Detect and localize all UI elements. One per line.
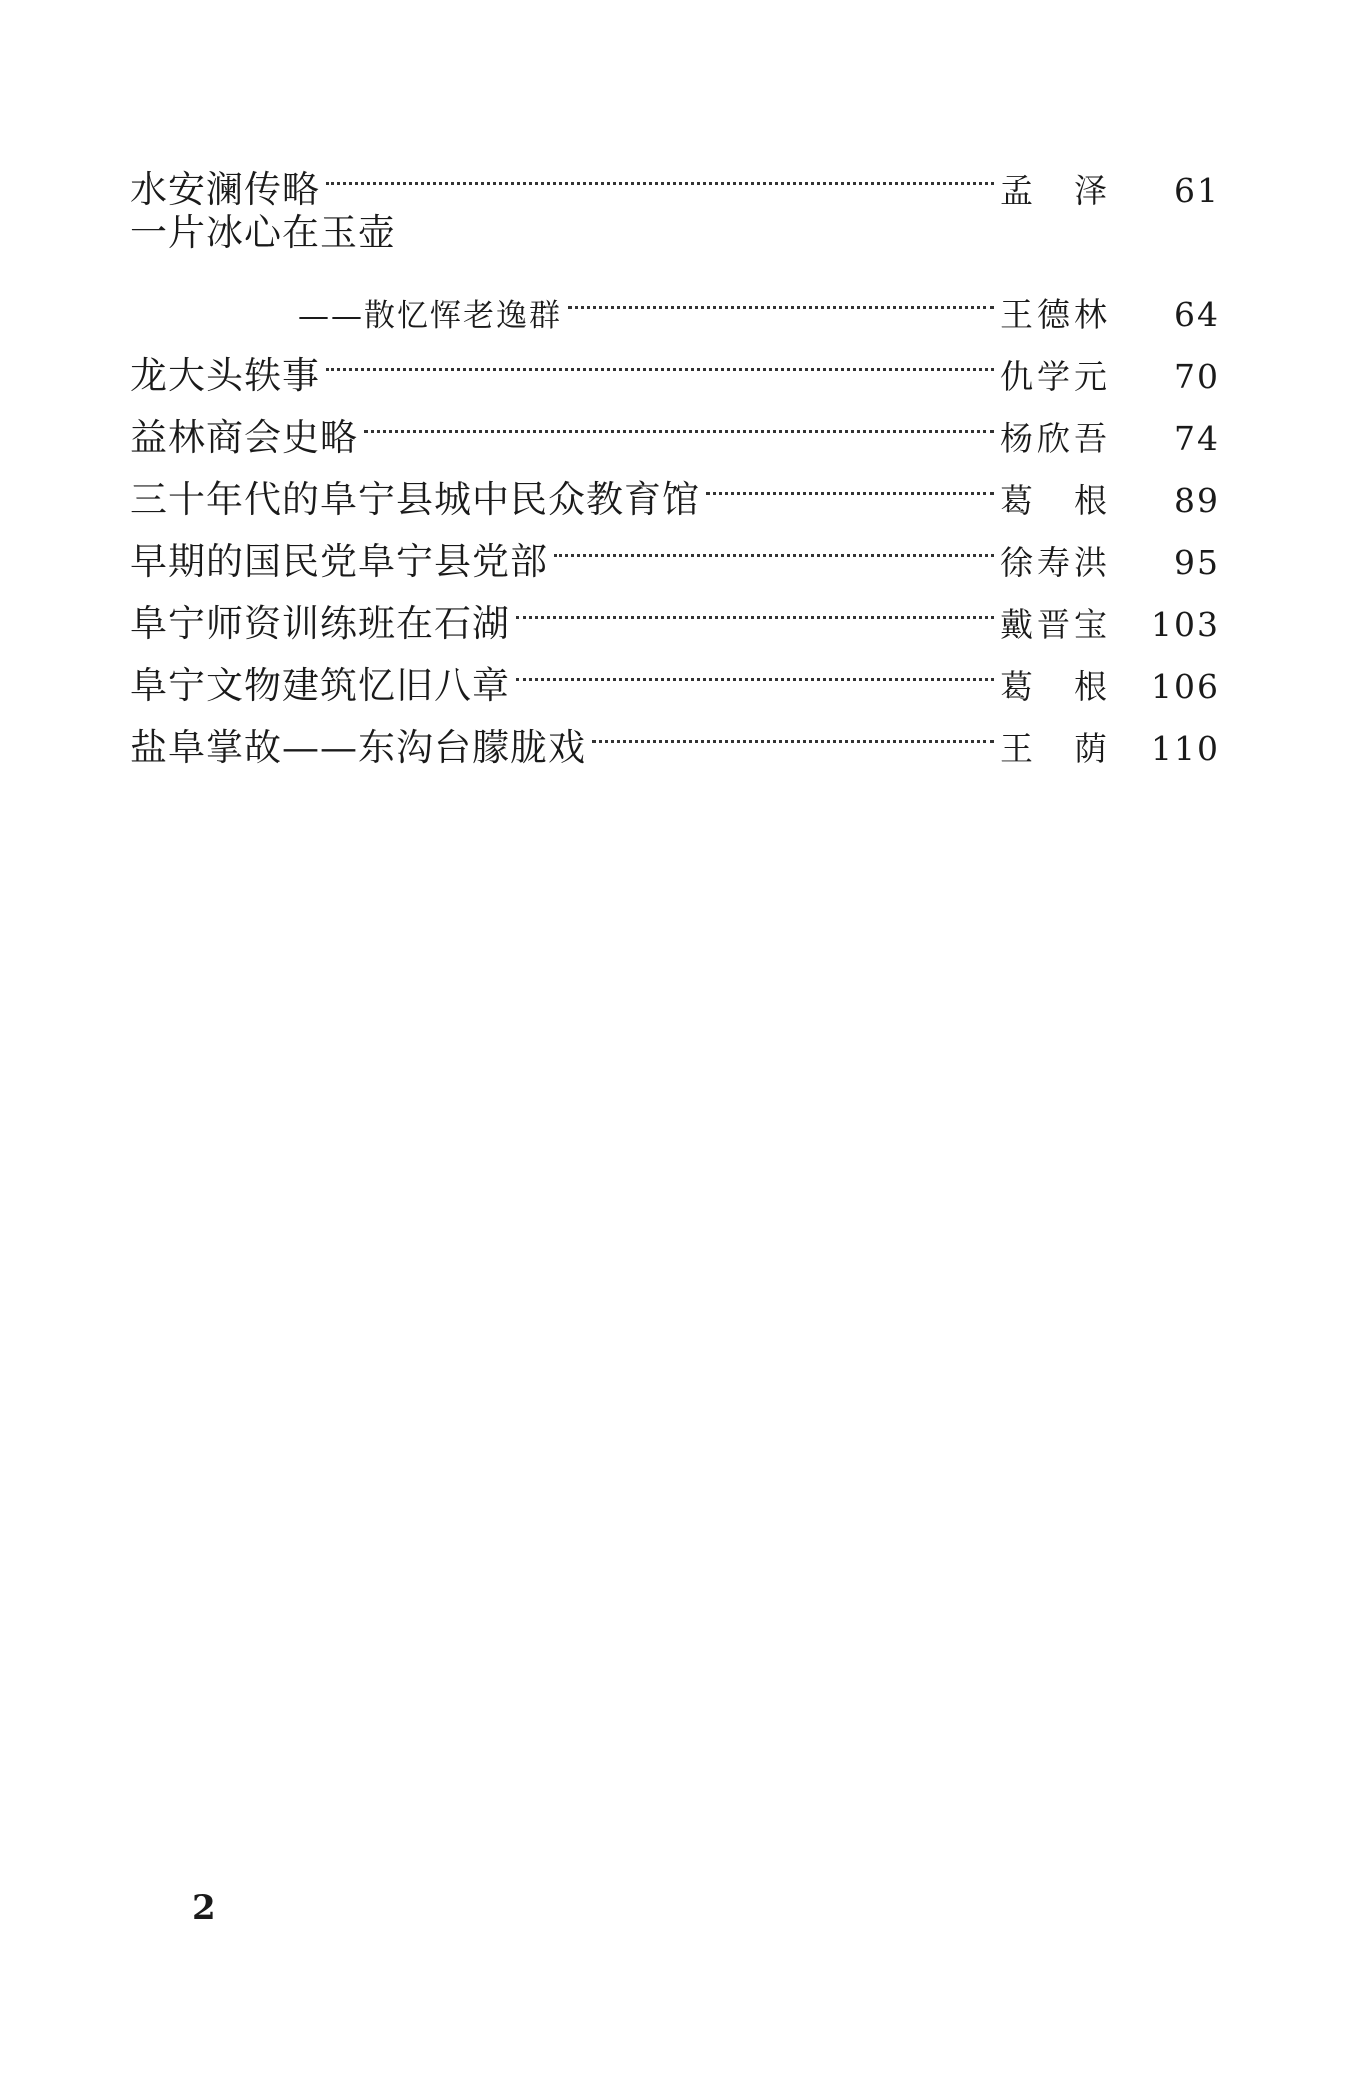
- toc-entry-author: 王 荫: [1000, 729, 1111, 768]
- toc-entry-title: 益林商会史略: [130, 416, 358, 459]
- toc-entry-title: 阜宁文物建筑忆旧八章: [130, 664, 510, 707]
- dot-leader: [364, 388, 994, 450]
- toc-entry-page: 61: [1174, 171, 1220, 210]
- toc-entry-page: 103: [1151, 605, 1220, 644]
- toc-entry-page: 74: [1174, 419, 1220, 458]
- toc-entry-page: 95: [1174, 543, 1220, 582]
- toc-entry-author: 仇学元: [1000, 357, 1111, 396]
- toc-entry-page: 110: [1151, 729, 1220, 768]
- toc-entry-author: 孟 泽: [1000, 171, 1111, 210]
- toc-entry-page: 70: [1174, 357, 1220, 396]
- toc-entry-page: 89: [1174, 481, 1220, 520]
- toc-entry-title: 一片冰心在玉壶: [130, 211, 396, 254]
- toc-entry-page: 64: [1174, 295, 1220, 334]
- toc-entry-title: 盐阜掌故——东沟台朦胧戏: [130, 726, 586, 769]
- dot-leader: [516, 574, 994, 636]
- dot-leader: [516, 636, 994, 698]
- dot-leader: [326, 140, 994, 202]
- dot-leader: [326, 326, 994, 388]
- dot-leader: [706, 450, 994, 512]
- toc-entry-title: ——散忆恽老逸群: [298, 298, 562, 334]
- toc-entry-author: 王德林: [1000, 295, 1111, 334]
- table-of-contents: [130, 140, 1220, 769]
- toc-entry-author: 徐寿洪: [1000, 543, 1111, 582]
- toc-entry-title: 三十年代的阜宁县城中民众教育馆: [130, 478, 700, 521]
- toc-entry-title: 阜宁师资训练班在石湖: [130, 602, 510, 645]
- toc-entry-author: 杨欣吾: [1000, 419, 1111, 458]
- toc-entry-page: 106: [1151, 667, 1220, 706]
- page-number: 2: [192, 1888, 216, 1928]
- dot-leader: [592, 698, 994, 760]
- toc-entry-title: 水安澜传略: [130, 168, 320, 211]
- toc-entry-subtitle[interactable]: [130, 264, 1220, 334]
- dot-leader: [568, 264, 994, 326]
- toc-entry[interactable]: [130, 140, 1220, 211]
- toc-entry-author: 葛 根: [1000, 667, 1111, 706]
- toc-entry-title: 龙大头轶事: [130, 354, 320, 397]
- toc-entry-title: 早期的国民党阜宁县党部: [130, 540, 548, 583]
- toc-entry-author: 葛 根: [1000, 481, 1111, 520]
- toc-entry-author: 戴晋宝: [1000, 605, 1111, 644]
- dot-leader: [554, 512, 994, 574]
